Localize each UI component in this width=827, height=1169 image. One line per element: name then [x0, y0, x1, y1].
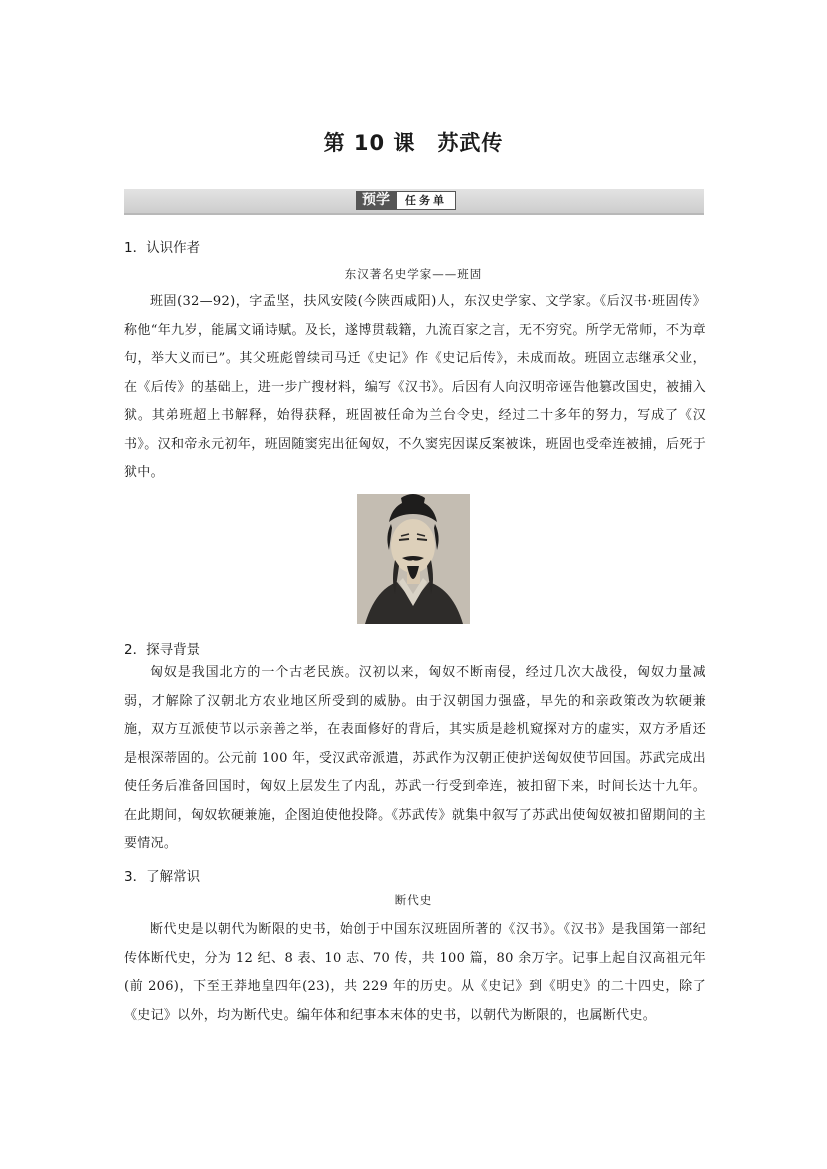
section-subheading-knowledge: 断代史 [394, 893, 433, 907]
section-heading-knowledge: 3．了解常识 [124, 869, 201, 885]
portrait-illustration [357, 494, 470, 624]
paragraph-author: 班固(32—92)，字孟坚，扶风安陵(今陕西咸阳)人，东汉史学家、文学家。《后汉书·班固传》称他“年九岁，能属文诵诗赋。及长，遂博贯载籍，九流百家之言，无不穷究。所学无常师，不为章句，举大义而已”。其父班彪曾续司马迁《史记》作《史记后传》，未成而故。班固立志继承父业，在《后传》的基础上，进一步广搜材料，编写《汉书》。后因有人向汉明帝诬告他篡改国史，被捕入狱。其弟班超上书解释，始得获释，班固被任命为兰台令史，经过二十多年的努力，写成了《汉书》。汉和帝永元初年，班固随窦宪出征匈奴，不久窦宪因谋反案被诛，班固也受牵连被捕，后死于狱中。 [124, 294, 706, 480]
section-banner [124, 189, 704, 215]
banner-label-main: 预学 [356, 191, 396, 210]
section-heading-author: 1．认识作者 [124, 240, 201, 256]
paragraph-background: 匈奴是我国北方的一个古老民族。汉初以来，匈奴不断南侵，经过几次大战役，匈奴力量减弱，才解除了汉朝北方农业地区所受到的威胁。由于汉朝国力强盛，早先的和亲政策改为软硬兼施，双方互派使节以示亲善之举，在表面修好的背后，其实质是趁机窥探对方的虚实，双方矛盾还是根深蒂固的。公元前 100 年，受汉武帝派遣，苏武作为汉朝正使护送匈奴使节回国。苏武完成出使任务后准备回国时，匈奴上层发生了内乱，苏武一行受到牵连，被扣留下来，时间长达十九年。在此期间，匈奴软硬兼施，企图迫使他投降。《苏武传》就集中叙写了苏武出使匈奴被扣留期间的主要情况。 [124, 665, 706, 851]
section-subheading-author: 东汉著名史学家——班固 [344, 267, 483, 281]
banner-label [356, 191, 456, 210]
section-heading-background: 2．探寻背景 [124, 642, 201, 658]
page-title: 第 10 课 苏武传 [323, 131, 504, 155]
portrait-image [357, 494, 470, 624]
paragraph-knowledge: 断代史是以朝代为断限的史书，始创于中国东汉班固所著的《汉书》。《汉书》是我国第一部纪传体断代史，分为 12 纪、8 表、10 志、70 传，共 100 篇，80 余万字。记事上起自汉高祖元年(前 206)，下至王莽地皇四年(23)，共 229 年的历史。从《史记》到《明史》的二十四史，除了《史记》以外，均为断代史。编年体和纪事本末体的史书，以朝代为断限的，也属断代史。 [124, 922, 706, 1023]
banner-label-sub: 任务单 [396, 191, 456, 210]
